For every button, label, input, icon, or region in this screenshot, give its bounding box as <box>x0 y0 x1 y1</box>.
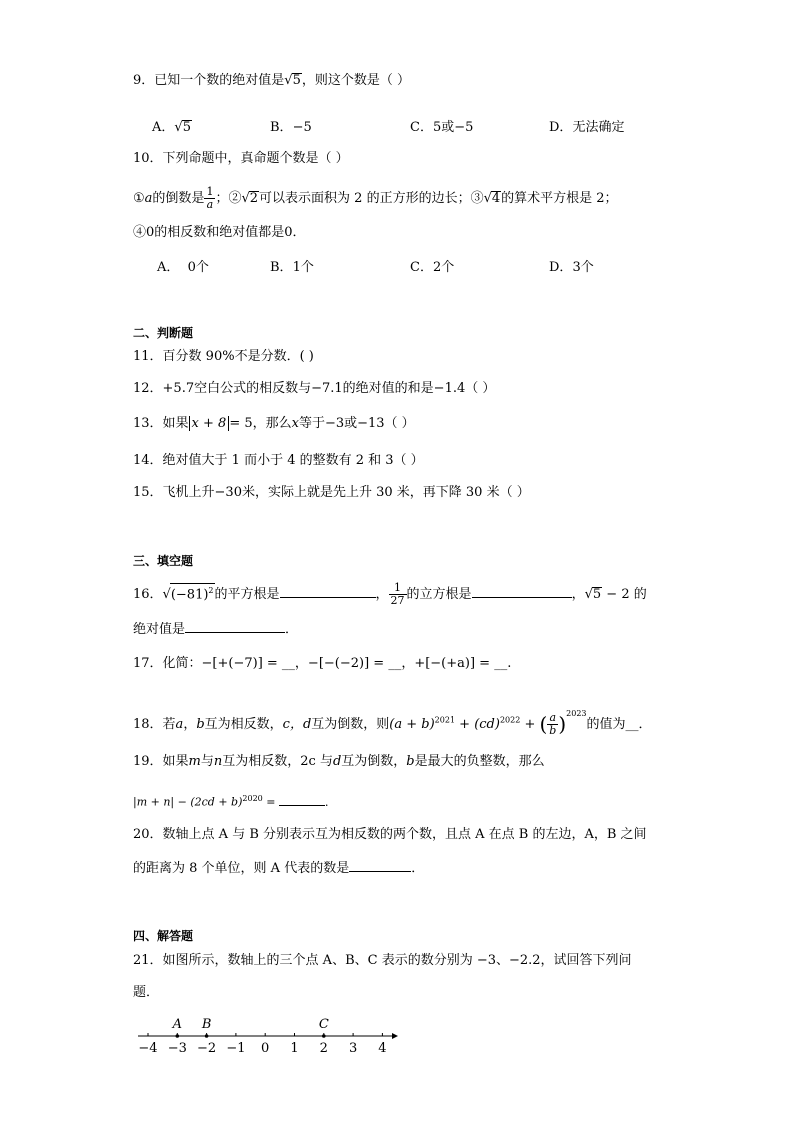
q18: 18．若a，b互为相反数，c，d互为倒数，则$(a + b)^{2021} + (cd)^{2022}$ + ( $\frac{a}{b}$ )$^{2023}$的值为__． <box>133 709 652 737</box>
number-line-tick-label: 0 <box>261 1041 270 1056</box>
section-heading-judgment: 二、判断题 <box>133 326 194 340</box>
number-line-point <box>322 1034 326 1038</box>
number-line-tick-label: 2 <box>319 1041 328 1056</box>
q9-option-b: B．−5 <box>270 120 312 135</box>
number-line-tick-label: 4 <box>378 1041 387 1056</box>
q10-option-c: C．2个 <box>410 260 455 275</box>
number-line-tick-label: −1 <box>226 1041 246 1056</box>
answer-blank[interactable] <box>280 585 376 598</box>
number-line-point <box>205 1034 209 1038</box>
fraction-1-over-27: $\frac{1}{27}$ <box>390 581 405 607</box>
q10-option-d: D．3个 <box>549 260 594 275</box>
q9-option-a: A．√5 <box>152 120 191 135</box>
q13: 13．如果 x + 8 = 5，那么x等于−3或−13（ ） <box>133 416 415 431</box>
q11: 11．百分数 90%不是分数．( ) <box>133 349 314 364</box>
answer-blank[interactable] <box>472 585 572 598</box>
number-line-tick-label: 1 <box>290 1041 299 1056</box>
fraction-a-over-b: $\frac{a}{b}$ <box>549 711 557 737</box>
q20-line1: 20．数轴上点 A 与 B 分别表示互为相反数的两个数，且点 A 在点 B 的左边，A，B 之间 <box>133 827 647 842</box>
q16-line1: 16．$√(-81)^2$的平方根是 ， $\frac{1}{27}$ 的立方根是 ，√5 − 2 的 <box>133 581 647 607</box>
q10-statements-line1: ①a的倒数是 $\frac{1}{a}$ ；②√2可以表示面积为 2 的正方形的边长；③√4的算术平方根是 2； <box>133 185 618 211</box>
number-line-tick-label: −4 <box>138 1041 158 1056</box>
number-line-point-label: A <box>172 1017 182 1032</box>
number-line-tick-label: −3 <box>167 1041 187 1056</box>
fraction-1-over-a: $\frac{1}{a}$ <box>206 185 214 211</box>
q9-stem: 9．已知一个数的绝对值是√5，则这个数是（ ） <box>133 73 410 88</box>
q21-line1: 21．如图所示，数轴上的三个点 A、B、C 表示的数分别为 −3、−2.2，试回答下列问 <box>133 953 632 968</box>
q12: 12．+5.7空白公式的相反数与−7.1的绝对值的和是−1.4（ ） <box>133 381 496 396</box>
number-line-point-label: C <box>318 1017 329 1032</box>
q20-line2: 的距离为 8 个单位，则 A 代表的数是 ． <box>133 861 425 876</box>
q14: 14．绝对值大于 1 而小于 4 的整数有 2 和 3（ ） <box>133 453 424 468</box>
number-line-point-label: B <box>201 1017 212 1032</box>
q17: 17．化简：−[+(−7)] = __，−[−(−2)] = __，+[−(+a)] = __. <box>133 656 512 671</box>
q9-option-d: D．无法确定 <box>549 120 625 135</box>
number-line-tick-label: −2 <box>197 1041 217 1056</box>
q19-line2: $|m + n| - (2cd + b)^{2020}$ = ． <box>133 794 336 809</box>
q10-statements-line2: ④0的相反数和绝对值都是0． <box>133 225 306 240</box>
q10-option-a: A． 0个 <box>157 260 209 275</box>
q16-line2: 绝对值是 ． <box>133 622 299 637</box>
q21-line2: 题． <box>133 985 160 1000</box>
number-line-point <box>176 1034 180 1038</box>
answer-blank[interactable] <box>279 793 325 806</box>
q15: 15．飞机上升−30米，实际上就是先上升 30 米，再下降 30 米（ ） <box>133 485 530 500</box>
answer-blank[interactable] <box>185 620 285 633</box>
q19-line1: 19．如果m与n互为相反数，2c 与d互为倒数，b是最大的负整数，那么 <box>133 754 545 769</box>
number-line-arrow <box>392 1033 398 1039</box>
number-line-figure <box>130 1012 410 1062</box>
q9-option-c: C．5或−5 <box>410 120 474 135</box>
section-heading-fill-in: 三、填空题 <box>133 554 194 568</box>
q10-option-b: B．1个 <box>270 260 314 275</box>
answer-blank[interactable] <box>349 859 411 872</box>
number-line-tick-label: 3 <box>348 1041 358 1056</box>
section-heading-solutions: 四、解答题 <box>133 929 194 943</box>
q10-stem: 10．下列命题中，真命题个数是（ ） <box>133 151 349 166</box>
